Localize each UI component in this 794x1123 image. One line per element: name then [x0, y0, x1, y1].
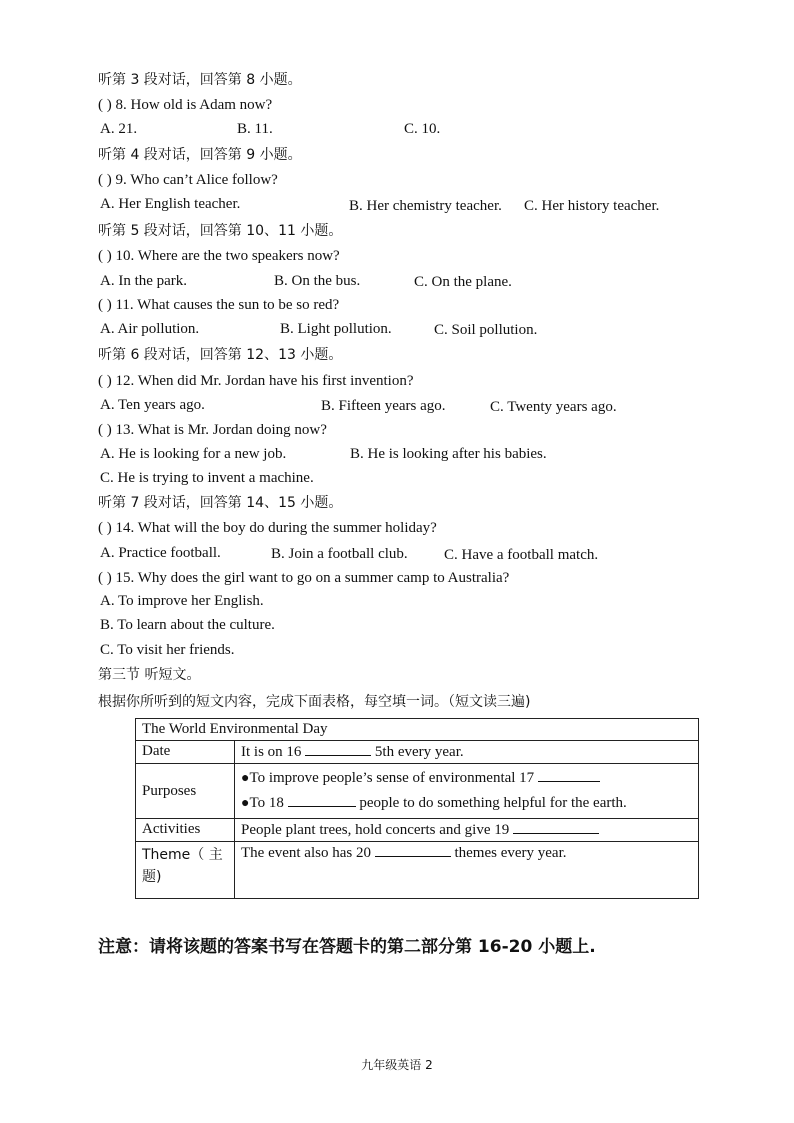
page-footer: 九年级英语 2 — [361, 1058, 433, 1072]
question-13-option-c: C. He is trying to invent a machine. — [100, 470, 314, 486]
purpose-line-1 — [241, 766, 692, 791]
question-8-stem: ( ) 8. How old is Adam now? — [98, 97, 273, 113]
part-3-instructions: 根据你所听到的短文内容，完成下面表格，每空填一词。（短文读三遍) — [98, 694, 531, 710]
section-7-heading: 听第 7 段对话，回答第 14、15 小题。 — [98, 495, 343, 511]
theme-text-pre: The event also has 20 — [241, 845, 371, 861]
theme-cell — [235, 842, 699, 899]
question-12-option-c: C. Twenty years ago. — [490, 399, 617, 415]
question-12-option-a: A. Ten years ago. — [100, 397, 205, 413]
blank-18[interactable] — [288, 794, 356, 807]
question-9-option-b: B. Her chemistry teacher. — [349, 198, 502, 214]
theme-label: Theme（ 主题) — [136, 842, 235, 899]
activities-cell — [235, 819, 699, 842]
question-15-stem: ( ) 15. Why does the girl want to go on a summer camp to Australia? — [98, 570, 510, 586]
purpose-2-text-pre: To 18 — [249, 795, 284, 811]
environmental-day-table — [135, 718, 699, 899]
question-10-option-b: B. On the bus. — [274, 273, 361, 289]
section-5-heading: 听第 5 段对话，回答第 10、11 小题。 — [98, 223, 343, 239]
blank-16[interactable] — [305, 743, 371, 756]
question-15-option-a: A. To improve her English. — [100, 593, 264, 609]
question-14-option-b: B. Join a football club. — [271, 546, 408, 562]
question-15-option-c: C. To visit her friends. — [100, 642, 235, 658]
question-13-option-a: A. He is looking for a new job. — [100, 446, 287, 462]
date-cell — [235, 741, 699, 764]
section-3-heading: 听第 3 段对话，回答第 8 小题。 — [98, 72, 302, 88]
question-10-stem: ( ) 10. Where are the two speakers now? — [98, 248, 340, 264]
question-13-option-b: B. He is looking after his babies. — [350, 446, 547, 462]
activities-label: Activities — [136, 819, 235, 842]
question-10-option-c: C. On the plane. — [414, 274, 512, 290]
bullet-icon: ● — [241, 796, 250, 811]
question-12-stem: ( ) 12. When did Mr. Jordan have his first invention? — [98, 373, 414, 389]
question-9-option-c: C. Her history teacher. — [524, 198, 660, 214]
question-15-option-b: B. To learn about the culture. — [100, 617, 275, 633]
question-12-option-b: B. Fifteen years ago. — [321, 398, 446, 414]
purpose-1-text: To improve people’s sense of environmental 17 — [249, 770, 535, 786]
purposes-label: Purposes — [136, 764, 235, 819]
bullet-icon: ● — [241, 771, 250, 786]
blank-19[interactable] — [513, 821, 599, 834]
question-10-option-a: A. In the park. — [100, 273, 188, 289]
question-13-stem: ( ) 13. What is Mr. Jordan doing now? — [98, 422, 327, 438]
date-text-pre: It is on 16 — [241, 744, 302, 760]
purposes-cell — [235, 764, 699, 819]
activities-text: People plant trees, hold concerts and give 19 — [241, 822, 510, 838]
question-14-option-a: A. Practice football. — [100, 545, 221, 561]
question-11-option-b: B. Light pollution. — [280, 321, 392, 337]
answer-sheet-note: 注意：请将该题的答案书写在答题卡的第二部分第 16-20 小题上. — [98, 937, 596, 957]
question-9-option-a: A. Her English teacher. — [100, 196, 241, 212]
question-14-option-c: C. Have a football match. — [444, 547, 599, 563]
theme-text-post: themes every year. — [454, 845, 567, 861]
purpose-2-text-post: people to do something helpful for the earth. — [359, 795, 627, 811]
blank-20[interactable] — [375, 844, 451, 857]
blank-17[interactable] — [538, 769, 600, 782]
question-8-option-b: B. 11. — [237, 121, 273, 137]
purpose-line-2 — [241, 791, 692, 816]
section-4-heading: 听第 4 段对话，回答第 9 小题。 — [98, 147, 302, 163]
table-title: The World Environmental Day — [136, 719, 699, 741]
question-9-stem: ( ) 9. Who can’t Alice follow? — [98, 172, 278, 188]
question-8-option-a: A. 21. — [100, 121, 138, 137]
question-11-option-a: A. Air pollution. — [100, 321, 200, 337]
question-11-option-c: C. Soil pollution. — [434, 322, 538, 338]
date-text-post: 5th every year. — [374, 744, 464, 760]
date-label: Date — [136, 741, 235, 764]
question-11-stem: ( ) 11. What causes the sun to be so red? — [98, 297, 340, 313]
part-3-title: 第三节 听短文。 — [98, 667, 201, 683]
question-8-option-c: C. 10. — [404, 121, 441, 137]
section-6-heading: 听第 6 段对话，回答第 12、13 小题。 — [98, 347, 343, 363]
question-14-stem: ( ) 14. What will the boy do during the summer holiday? — [98, 520, 437, 536]
